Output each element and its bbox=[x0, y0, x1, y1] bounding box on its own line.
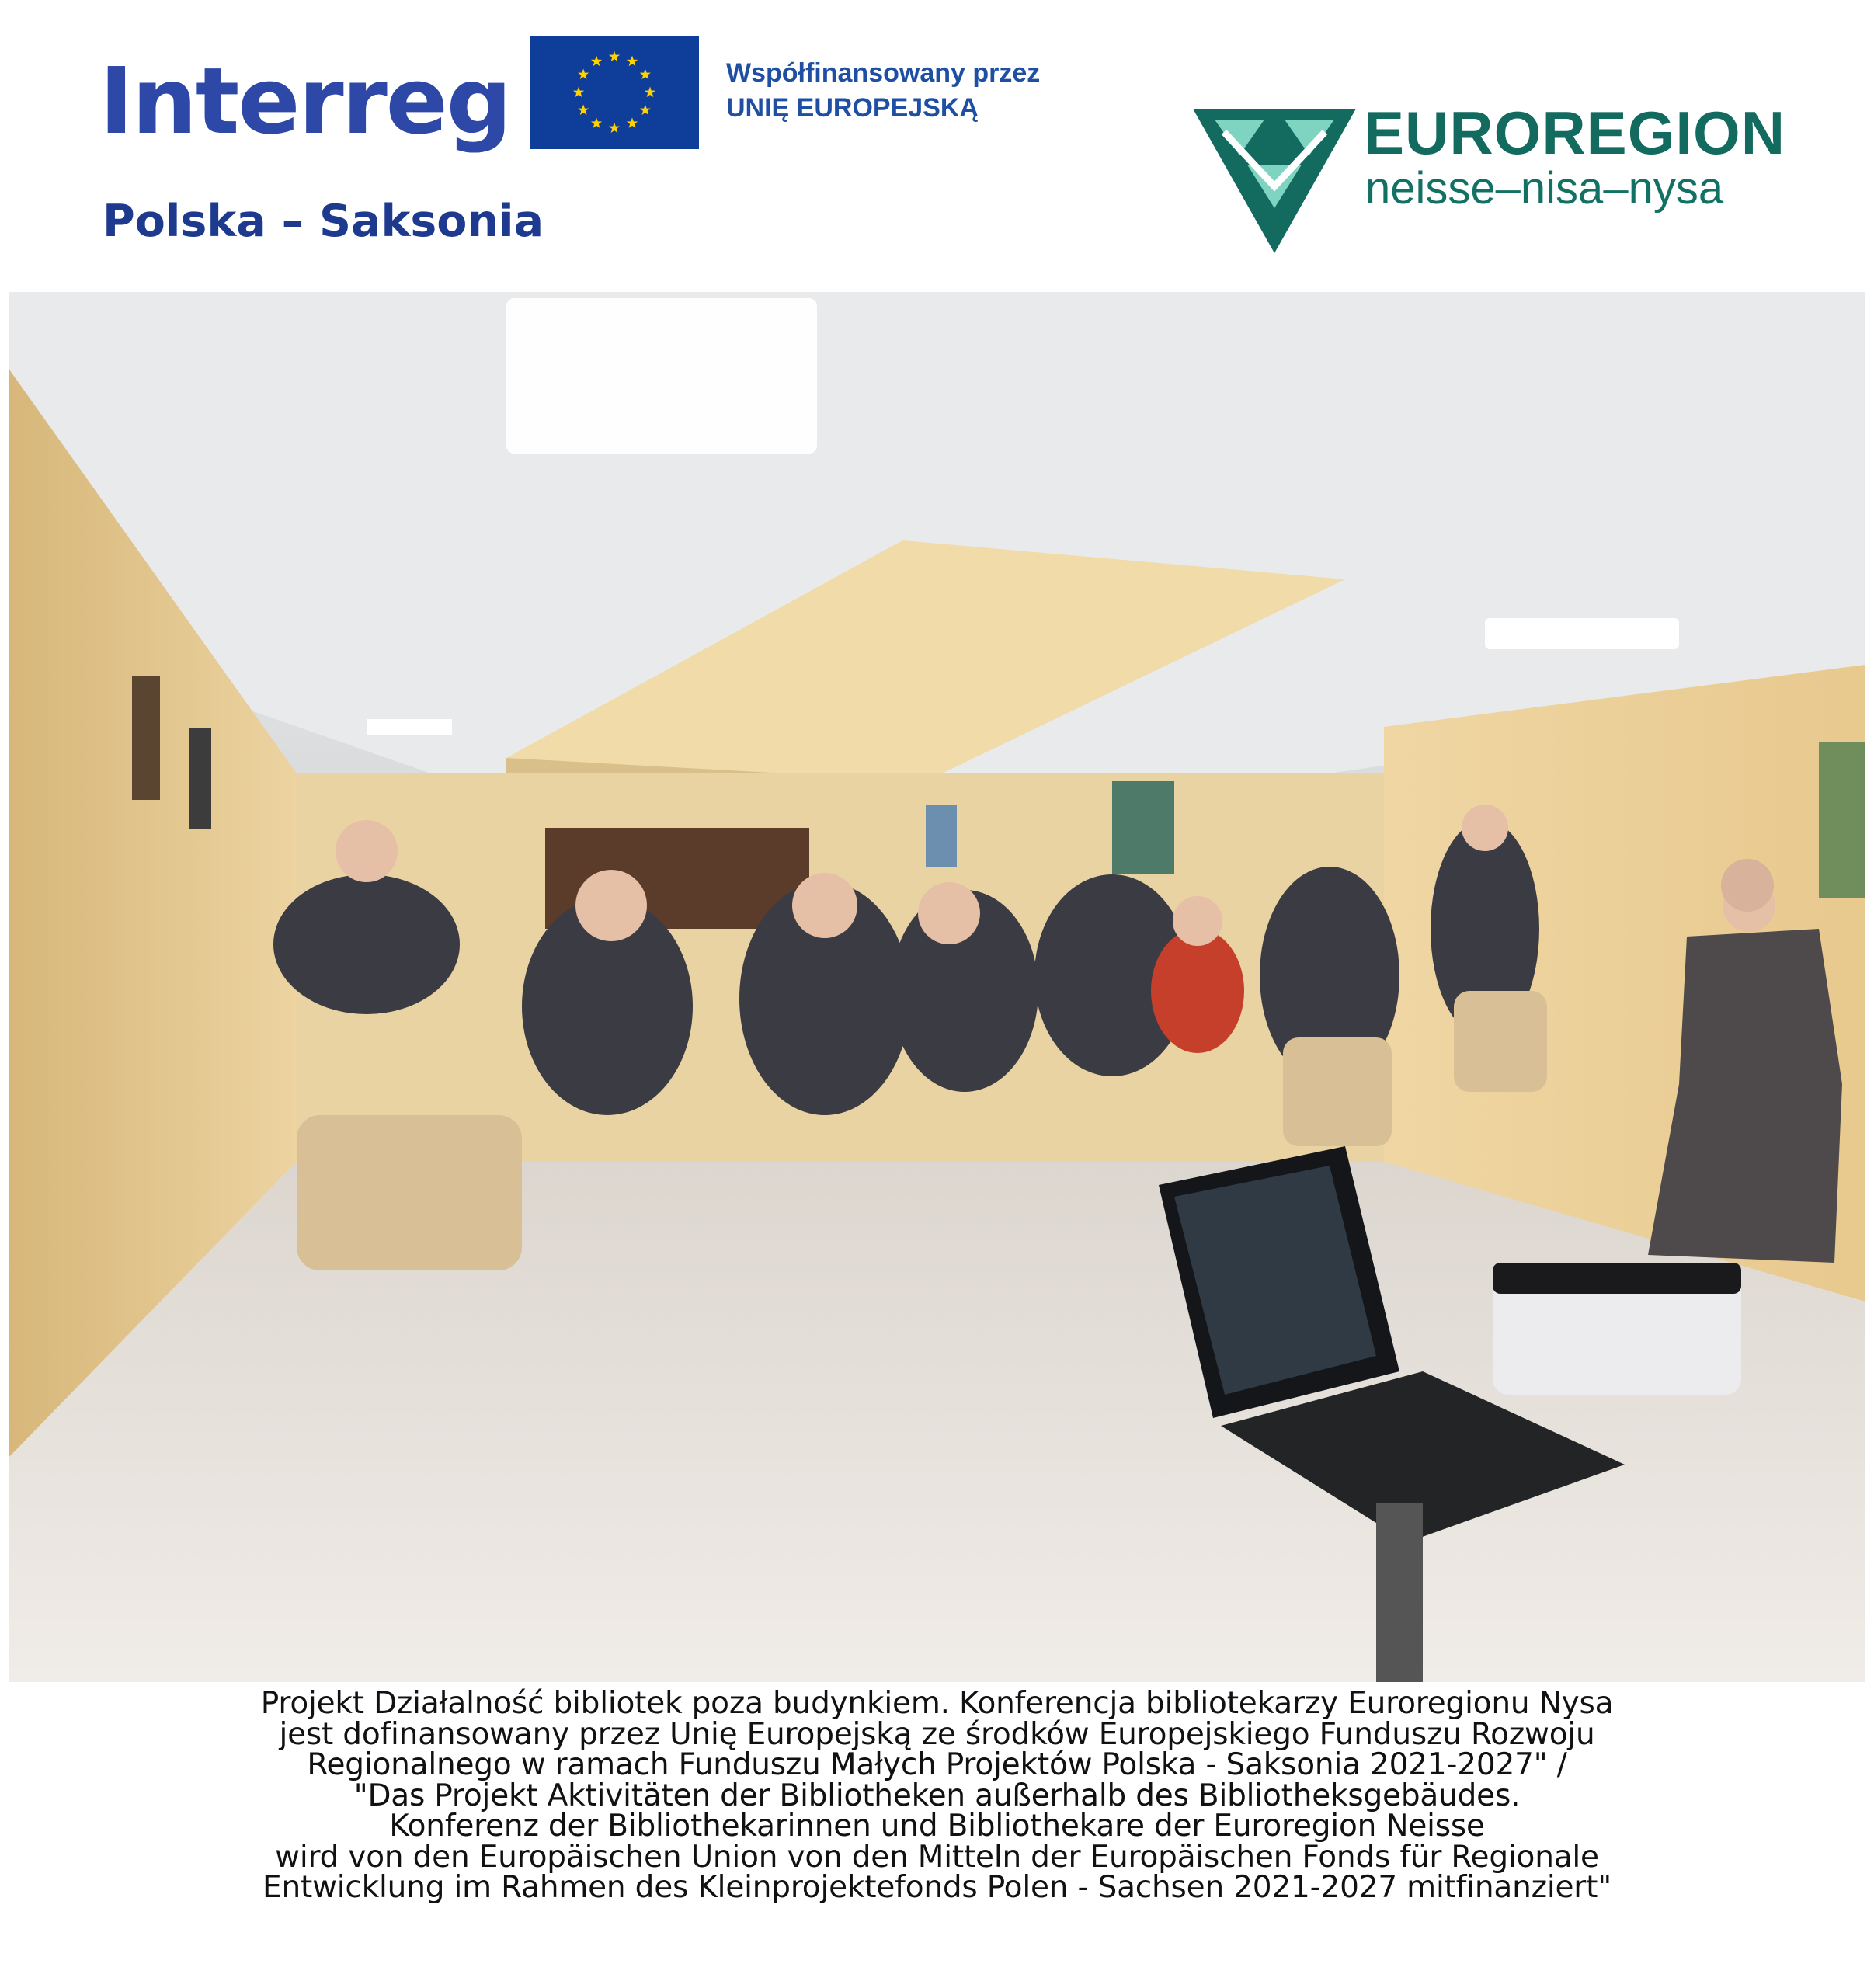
caption-line: jest dofinansowany przez Unię Europejską ze środków Europejskiego Funduszu Rozwoju bbox=[279, 1716, 1595, 1752]
eu-flag-icon bbox=[530, 36, 699, 149]
caption-line: Entwicklung im Rahmen des Kleinprojektefonds Polen - Sachsen 2021-2027 mitfinanziert" bbox=[262, 1870, 1612, 1905]
euroregion-emblem-icon bbox=[1193, 109, 1356, 253]
logo-header bbox=[0, 0, 1874, 291]
caption-line: Konferenz der Bibliothekarinnen und Bibliothekare der Euroregion Neisse bbox=[389, 1809, 1485, 1844]
interreg-logo: Interreg bbox=[99, 47, 511, 155]
caption-line: Projekt Działalność bibliotek poza budynkiem. Konferencja bibliotekarzy Euroregionu Nysa bbox=[260, 1686, 1614, 1721]
interreg-program-name: Polska – Saksonia bbox=[103, 196, 544, 247]
eu-cofinanced-label bbox=[726, 56, 1099, 134]
caption-line: Regionalnego w ramach Funduszu Małych Projektów Polska - Saksonia 2021-2027" / bbox=[307, 1747, 1567, 1782]
conference-photo bbox=[9, 292, 1865, 1682]
euroregion-subtitle: neisse–nisa–nysa bbox=[1365, 163, 1724, 214]
caption-line: wird von den Europäischen Union von den Mitteln der Europäischen Fonds für Regionale bbox=[275, 1839, 1599, 1875]
eu-cofinanced-line2: UNIĘ EUROPEJSKĄ bbox=[726, 93, 979, 123]
eu-cofinanced-line1: Współfinansowany przez bbox=[726, 58, 1041, 88]
euroregion-name: EUROREGION bbox=[1364, 99, 1786, 167]
caption-line: "Das Projekt Aktivitäten der Bibliotheken außerhalb des Bibliotheksgebäudes. bbox=[353, 1778, 1521, 1813]
project-funding-caption bbox=[47, 1688, 1827, 1983]
